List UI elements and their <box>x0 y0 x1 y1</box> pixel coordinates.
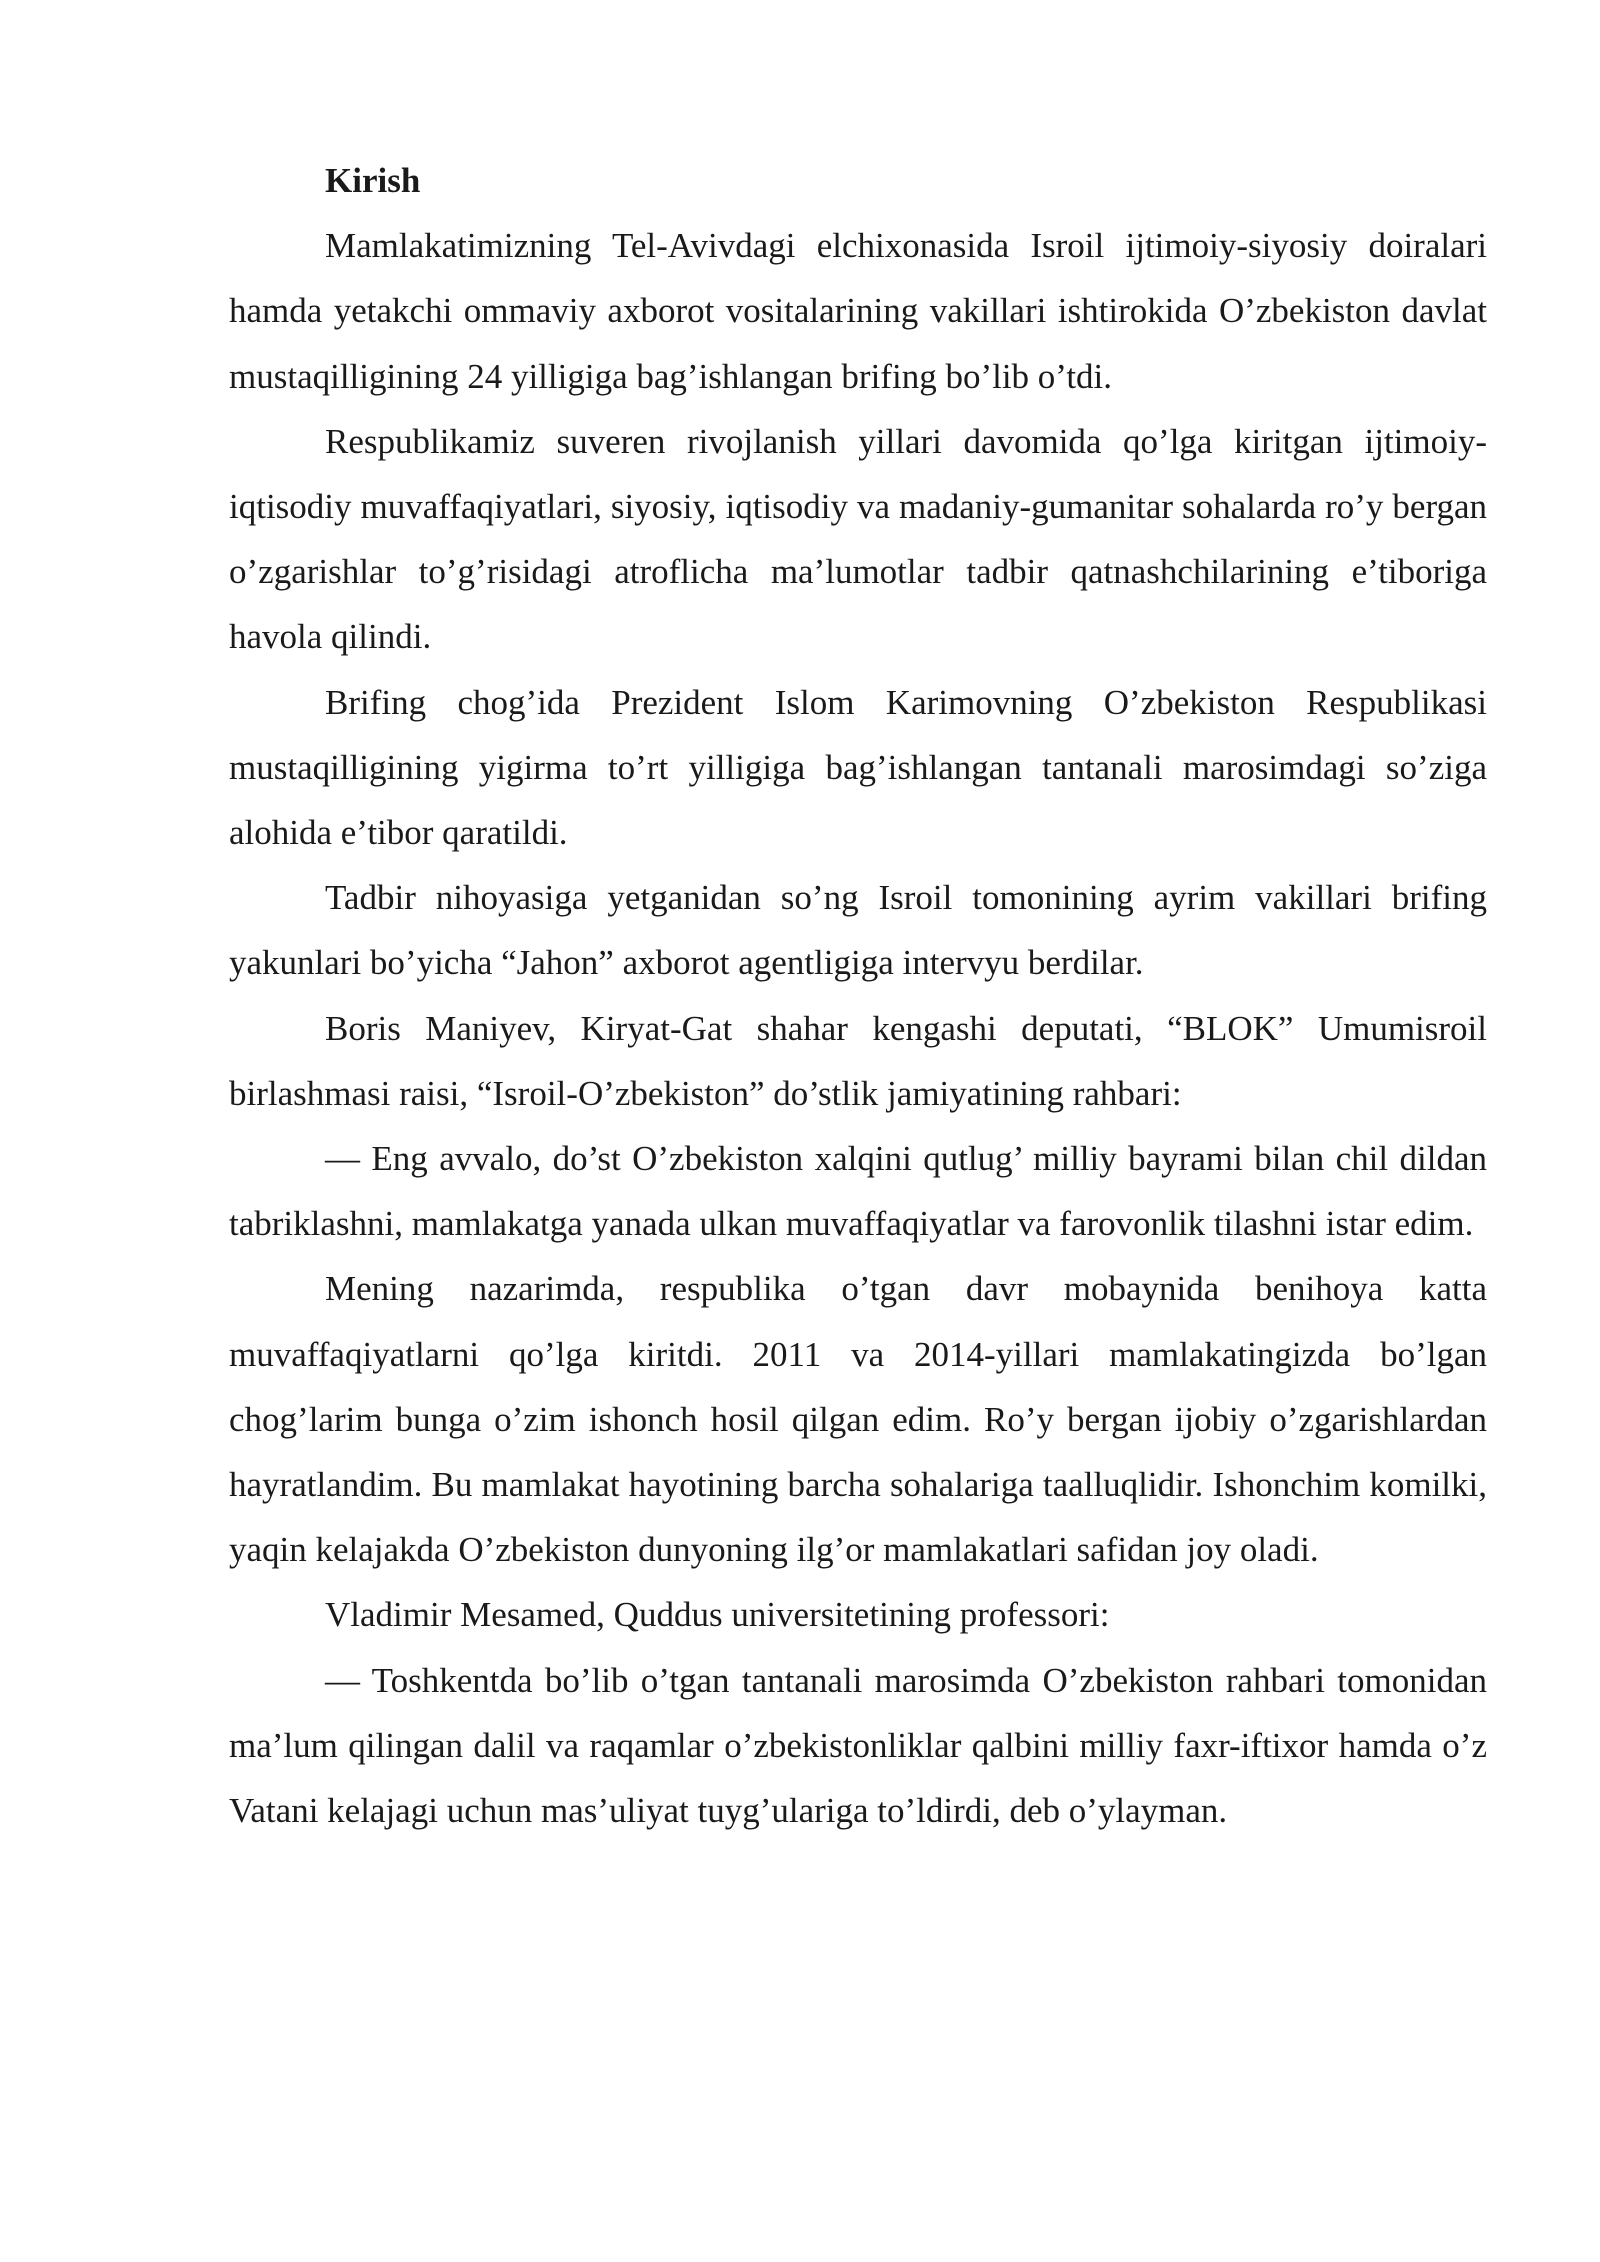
paragraph-2: Respublikamiz suveren rivojlanish yillari davomida qo’lga kiritgan ijtimoiy-iqtisodiy muvaffaqiyatlari, siyosiy, iqtisodiy va madaniy-gumanitar sohalarda ro’y bergan o’zgarishlar to’g’risidagi atroflicha ma’lumotlar tadbir qatnashchilarining e’tiboriga havola qilindi. <box>229 421 1487 657</box>
section-heading: Kirish <box>325 161 421 200</box>
document-body <box>229 148 1487 1843</box>
paragraph-7: Mening nazarimda, respublika o’tgan davr mobaynida benihoya katta muvaffaqiyatlarni qo’lga kiritdi. 2011 va 2014-yillari mamlakatingizda bo’lgan chog’larim bunga o’zim ishonch hosil qilgan edim. Ro’y bergan ijobiy o’zgarishlardan hayratlandim. Bu mamlakat hayotining barcha sohalariga taalluqlidir. Ishonchim komilki, yaqin kelajakda O’zbekiston dunyoning ilg’or mamlakatlari safidan joy oladi. <box>229 1269 1487 1570</box>
paragraph-9: — Toshkentda bo’lib o’tgan tantanali marosimda O’zbekiston rahbari tomonidan ma’lum qilingan dalil va raqamlar o’zbekistonliklar qalbini milliy faxr-iftixor hamda o’z Vatani kelajagi uchun mas’uliyat tuyg’ulariga to’ldirdi, deb o’ylayman. <box>229 1660 1487 1831</box>
paragraph-3: Brifing chog’ida Prezident Islom Karimovning O’zbekiston Respublikasi mustaqilligining yigirma to’rt yilligiga bag’ishlangan tantanali marosimdagi so’ziga alohida e’tibor qaratildi. <box>229 682 1487 853</box>
paragraph-8: Vladimir Mesamed, Quddus universitetining professori: <box>325 1595 1110 1635</box>
paragraph-6: — Eng avvalo, do’st O’zbekiston xalqini qutlug’ milliy bayrami bilan chil dildan tabriklashni, mamlakatga yanada ulkan muvaffaqiyatlar va farovonlik tilashni istar edim. <box>229 1139 1487 1244</box>
paragraph-5: Boris Maniyev, Kiryat-Gat shahar kengashi deputati, “BLOK” Umumisroil birlashmasi raisi, “Isroil-O’zbekiston” do’stlik jamiyatining rahbari: <box>229 1008 1487 1113</box>
paragraph-4: Tadbir nihoyasiga yetganidan so’ng Isroil tomonining ayrim vakillari brifing yakunlari bo’yicha “Jahon” axborot agentligiga intervyu berdilar. <box>229 878 1487 983</box>
paragraph-1: Mamlakatimizning Tel-Avivdagi elchixonasida Isroil ijtimoiy-siyosiy doiralari hamda yetakchi ommaviy axborot vositalarining vakillari ishtirokida O’zbekiston davlat mustaqilligining 24 yilligiga bag’ishlangan brifing bo’lib o’tdi. <box>229 226 1487 396</box>
